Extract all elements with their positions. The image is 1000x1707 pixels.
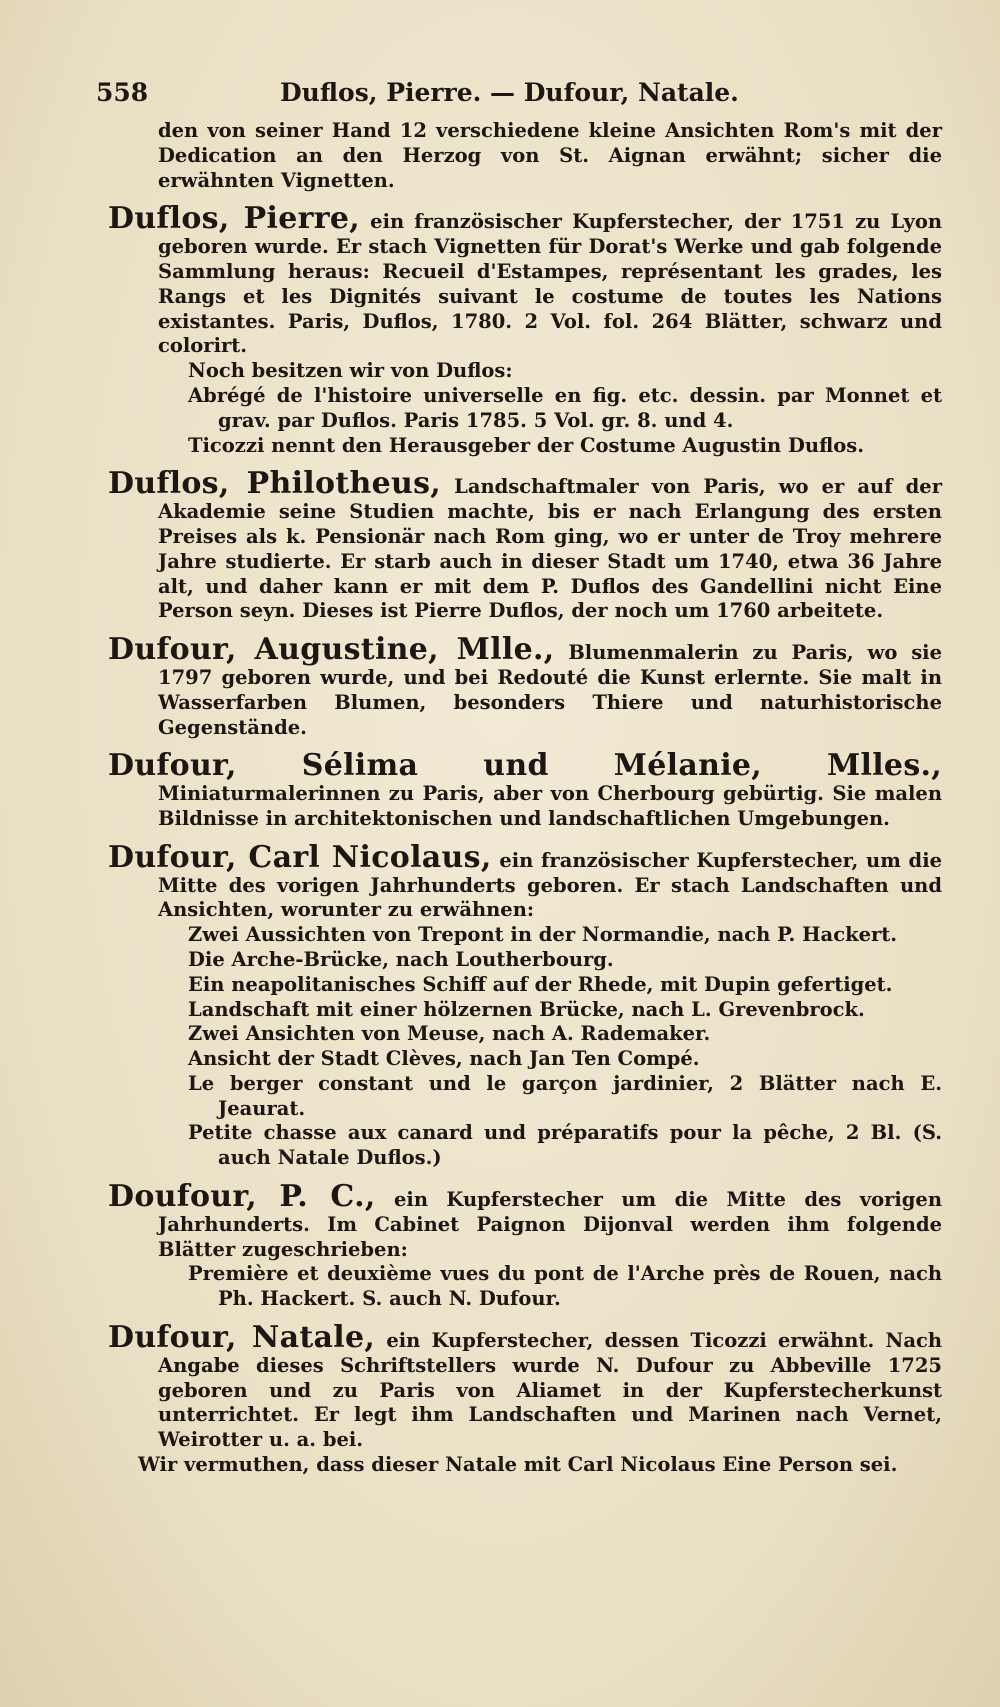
entry-headword: Dufour, Augustine, Mlle., xyxy=(108,632,555,668)
entry-dufour-carl-nicolaus xyxy=(108,839,943,1171)
entry-body: ein französischer Kupferstecher, der 1751 zu Lyon geboren wurde. Er stach Vignetten für Dorat's Werke und gab folgende Sammlung heraus: Recueil d'Estampes, représentant les grades, les Rangs et les Dignités suivant le costume de toutes les Nations existantes. Paris, Duflos, 1780. 2 Vol. fol. 264 Blätter, schwarz und colorirt. xyxy=(158,210,943,358)
entry-line: Le berger constant und le garçon jardinier, 2 Blätter nach E. Jeaurat. xyxy=(188,1071,942,1120)
entry-line: Wir vermuthen, dass dieser Natale mit Carl Nicolaus Eine Person sei. xyxy=(138,1453,898,1477)
entry-dufour-natale xyxy=(108,1320,943,1478)
entry-body: Miniaturmalerinnen zu Paris, aber von Cherbourg gebürtig. Sie malen Bildnisse in architektonischen und landschaftlichen Umgebungen. xyxy=(158,782,942,830)
entry-body: ein Kupferstecher um die Mitte des vorigen Jahrhunderts. Im Cabinet Paignon Dijonval werden ihm folgende Blätter zugeschrieben: xyxy=(158,1188,943,1261)
entry-line: Abrégé de l'histoire universelle en fig. etc. dessin. par Monnet et grav. par Duflos. Paris 1785. 5 Vol. gr. 8. und 4. xyxy=(188,383,942,432)
entry-duflos-pierre xyxy=(108,201,943,458)
running-title: Duflos, Pierre. — Dufour, Natale. xyxy=(280,78,739,107)
entry-line: Zwei Aussichten von Trepont in der Normandie, nach P. Hackert. xyxy=(188,923,898,947)
entry-body: Landschaftmaler von Paris, wo er auf der Akademie seine Studien machte, bis er nach Erlangung des ersten Preises als k. Pensionär nach Rom ging, wo er unter de Troy mehrere Jahre studierte. Er starb auch in dieser Stadt um 1740, etwa 36 Jahre alt, und daher kann er mit dem P. Duflos des Gandellini nicht Eine Person seyn. Dieses ist Pierre Duflos, der noch um 1760 arbeitete. xyxy=(158,475,942,623)
entry-line: Die Arche-Brücke, nach Loutherbourg. xyxy=(188,947,614,971)
entry-body: ein Kupferstecher, dessen Ticozzi erwähnt. Nach Angabe dieses Schriftstellers wurde N. Dufour zu Abbeville 1725 geboren und zu Paris von Aliamet in der Kupferstecherkunst unterrichtet. Er legt ihm Landschaften und Marinen nach Vernet, Weirotter u. a. bei. xyxy=(158,1329,943,1452)
entry-headword: Dufour, Sélima und Mélanie, Mlles., xyxy=(108,748,942,784)
entry-line: Première et deuxième vues du pont de l'Arche près de Rouen, nach Ph. Hackert. S. auch N. Dufour. xyxy=(188,1262,942,1311)
entry-line: Petite chasse aux canard und préparatifs pour la pêche, 2 Bl. (S. auch Natale Duflos.) xyxy=(188,1121,942,1170)
entry-headword: Dufour, Natale, xyxy=(108,1320,376,1356)
entry-headword: Duflos, Pierre, xyxy=(108,201,360,237)
page-header xyxy=(96,78,942,107)
entry-headword: Doufour, P. C., xyxy=(108,1179,376,1215)
entry-headword: Duflos, Philotheus, xyxy=(108,466,441,502)
entry-doufour-pc xyxy=(108,1179,943,1312)
entry-line: Landschaft mit einer hölzernen Brücke, nach L. Grevenbrock. xyxy=(188,997,865,1021)
entry-dufour-selima-melanie xyxy=(108,748,942,831)
entry-body: ein französischer Kupferstecher, um die Mitte des vorigen Jahrhunderts geboren. Er stach Landschaften und Ansichten, worunter zu erwähnen: xyxy=(158,848,943,922)
entry-line: Ein neapolitanisches Schiff auf der Rhede, mit Dupin gefertiget. xyxy=(188,972,893,996)
entry-line: Ansicht der Stadt Clèves, nach Jan Ten Compé. xyxy=(188,1047,700,1071)
entry-headword: Dufour, Carl Nicolaus, xyxy=(108,839,492,875)
continuation-text: den von seiner Hand 12 verschiedene kleine Ansichten Rom's mit der Dedication an den Herzog von St. Aignan erwähnt; sicher die erwähnten Vignetten. xyxy=(158,119,942,192)
page-number: 558 xyxy=(96,78,149,107)
entry-line: Zwei Ansichten von Meuse, nach A. Rademaker. xyxy=(188,1022,711,1046)
entry-duflos-philotheus xyxy=(108,466,942,624)
entry-body: Blumenmalerin zu Paris, wo sie 1797 geboren wurde, und bei Redouté die Kunst erlernte. Sie malt in Wasserfarben Blumen, besonders Thiere und naturhistorische Gegenstände. xyxy=(158,641,942,739)
entry-line: Noch besitzen wir von Duflos: xyxy=(188,359,513,383)
entry-line: Ticozzi nennt den Herausgeber der Costume Augustin Duflos. xyxy=(188,433,865,457)
entry-dufour-augustine xyxy=(108,632,942,740)
